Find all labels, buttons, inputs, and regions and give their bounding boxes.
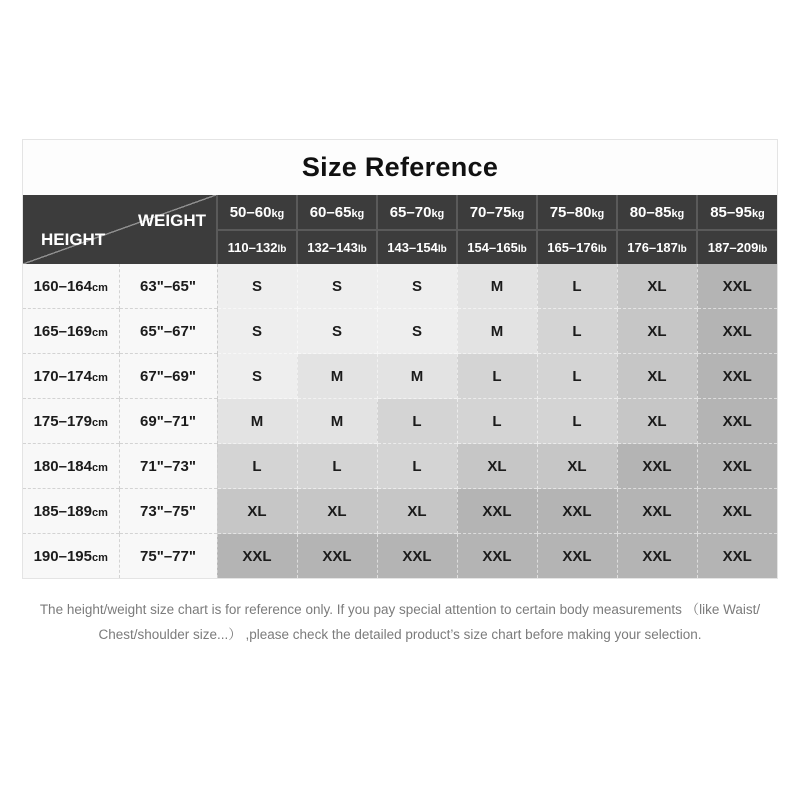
- lb-range: 154–165: [467, 240, 518, 255]
- size-value: S: [251, 367, 262, 385]
- size-cell: [617, 354, 697, 399]
- size-value: XL: [407, 502, 427, 520]
- size-value: S: [411, 277, 422, 295]
- size-value: XXL: [722, 367, 752, 385]
- size-cell: [457, 399, 537, 444]
- kg-range: 70–75: [469, 203, 512, 221]
- kg-unit: kg: [511, 207, 525, 220]
- cm-range: 165–169: [33, 322, 92, 340]
- size-cell: [617, 444, 697, 489]
- cm-unit: cm: [92, 416, 108, 429]
- lb-unit: lb: [517, 244, 527, 255]
- size-value: XL: [327, 502, 347, 520]
- cm-range: 190–195: [33, 547, 92, 565]
- size-value: XL: [647, 412, 667, 430]
- size-cell: [457, 264, 537, 309]
- size-cell: [537, 309, 617, 354]
- kg-unit: kg: [751, 207, 765, 220]
- cm-unit: cm: [92, 506, 108, 519]
- cm-unit: cm: [92, 281, 108, 294]
- size-cell: [617, 309, 697, 354]
- lb-range: 176–187: [627, 240, 678, 255]
- footer-line-2: Chest/shoulder size...） ,please check the detailed product’s size chart before making your selection.: [98, 627, 702, 642]
- footer-note: [0, 597, 800, 647]
- height-inch-cell: [119, 309, 217, 354]
- size-value: L: [412, 457, 422, 475]
- kg-range: 60–65: [309, 203, 352, 221]
- height-inch-cell: [119, 444, 217, 489]
- height-axis-label: HEIGHT: [41, 230, 106, 249]
- kg-range: 65–70: [389, 203, 432, 221]
- size-cell: [697, 489, 777, 534]
- weight-kg-header-cell: [457, 195, 537, 230]
- weight-kg-header-cell: [377, 195, 457, 230]
- size-value: S: [251, 277, 262, 295]
- height-cm-cell: [23, 354, 119, 399]
- weight-kg-header-cell: [297, 195, 377, 230]
- kg-unit: kg: [671, 207, 685, 220]
- size-cell: [457, 489, 537, 534]
- size-value: XXL: [722, 277, 752, 295]
- lb-unit: lb: [277, 244, 287, 255]
- size-value: XXL: [722, 457, 752, 475]
- lb-range: 187–209: [707, 240, 759, 255]
- kg-unit: kg: [351, 207, 365, 220]
- size-cell: [537, 534, 617, 579]
- size-value: M: [330, 412, 344, 430]
- height-inch-cell: [119, 354, 217, 399]
- height-inch-cell: [119, 264, 217, 309]
- cm-unit: cm: [92, 326, 108, 339]
- kg-unit: kg: [271, 207, 285, 220]
- kg-unit: kg: [431, 207, 445, 220]
- size-value: XL: [487, 457, 507, 475]
- table-row: [23, 534, 777, 579]
- cm-range: 185–189: [33, 502, 92, 520]
- weight-lb-header-cell: [697, 230, 777, 264]
- weight-axis-label: WEIGHT: [138, 211, 206, 230]
- size-cell: [617, 399, 697, 444]
- inch-range: 69"–71": [140, 412, 196, 430]
- table-row: [23, 444, 777, 489]
- size-value: S: [331, 277, 342, 295]
- size-cell: [377, 489, 457, 534]
- cm-unit: cm: [92, 371, 108, 384]
- kg-range: 75–80: [549, 203, 592, 221]
- inch-range: 75"–77": [140, 547, 196, 565]
- kg-range: 80–85: [629, 203, 672, 221]
- lb-range: 110–132: [227, 240, 278, 255]
- size-cell: [537, 489, 617, 534]
- size-value: M: [490, 277, 504, 295]
- size-value: XXL: [482, 502, 512, 520]
- size-cell: [217, 489, 297, 534]
- size-value: L: [332, 457, 342, 475]
- size-value: XXL: [642, 457, 672, 475]
- size-cell: [377, 264, 457, 309]
- size-value: XXL: [722, 322, 752, 340]
- size-cell: [217, 399, 297, 444]
- size-value: M: [330, 367, 344, 385]
- weight-lb-header-cell: [377, 230, 457, 264]
- size-cell: [697, 399, 777, 444]
- height-cm-cell: [23, 399, 119, 444]
- size-value: XXL: [402, 547, 432, 565]
- size-cell: [297, 534, 377, 579]
- size-value: S: [251, 322, 262, 340]
- size-value: L: [572, 412, 582, 430]
- size-cell: [697, 264, 777, 309]
- height-inch-cell: [119, 534, 217, 579]
- inch-range: 65"–67": [140, 322, 196, 340]
- size-table: [23, 195, 777, 578]
- size-value: XXL: [242, 547, 272, 565]
- inch-range: 67"–69": [140, 367, 196, 385]
- size-cell: [297, 444, 377, 489]
- size-cell: [617, 264, 697, 309]
- size-cell: [217, 534, 297, 579]
- table-body: [23, 264, 777, 578]
- size-cell: [297, 399, 377, 444]
- kg-unit: kg: [591, 207, 605, 220]
- size-cell: [697, 309, 777, 354]
- lb-unit: lb: [758, 244, 768, 255]
- size-value: L: [572, 277, 582, 295]
- height-inch-cell: [119, 399, 217, 444]
- size-value: XXL: [562, 502, 592, 520]
- size-value: XL: [647, 322, 667, 340]
- size-value: XXL: [722, 547, 752, 565]
- size-value: M: [410, 367, 424, 385]
- inch-range: 63"–65": [140, 277, 196, 295]
- height-cm-cell: [23, 264, 119, 309]
- size-cell: [297, 354, 377, 399]
- size-value: L: [412, 412, 422, 430]
- size-cell: [377, 534, 457, 579]
- size-value: XXL: [482, 547, 512, 565]
- weight-lb-header-cell: [217, 230, 297, 264]
- size-cell: [377, 444, 457, 489]
- size-cell: [537, 444, 617, 489]
- size-cell: [377, 309, 457, 354]
- cm-unit: cm: [92, 551, 108, 564]
- weight-kg-header-cell: [217, 195, 297, 230]
- inch-range: 71"–73": [140, 457, 196, 475]
- size-cell: [697, 354, 777, 399]
- size-cell: [217, 444, 297, 489]
- lb-unit: lb: [357, 244, 367, 255]
- size-value: XXL: [722, 502, 752, 520]
- kg-range: 50–60: [229, 203, 272, 221]
- lb-unit: lb: [597, 244, 607, 255]
- size-value: XL: [247, 502, 267, 520]
- size-cell: [297, 309, 377, 354]
- size-cell: [457, 444, 537, 489]
- size-value: L: [572, 367, 582, 385]
- weight-kg-header-cell: [537, 195, 617, 230]
- weight-kg-header-cell: [697, 195, 777, 230]
- cm-range: 170–174: [33, 367, 92, 385]
- size-value: L: [252, 457, 262, 475]
- table-header: [23, 195, 777, 264]
- size-cell: [617, 489, 697, 534]
- size-value: M: [490, 322, 504, 340]
- lb-unit: lb: [677, 244, 687, 255]
- size-value: L: [492, 367, 502, 385]
- size-cell: [537, 264, 617, 309]
- size-value: XL: [567, 457, 587, 475]
- size-value: XXL: [642, 547, 672, 565]
- size-value: S: [331, 322, 342, 340]
- size-cell: [217, 309, 297, 354]
- size-cell: [537, 354, 617, 399]
- size-value: XXL: [562, 547, 592, 565]
- weight-lb-header-cell: [457, 230, 537, 264]
- size-cell: [297, 264, 377, 309]
- size-cell: [457, 534, 537, 579]
- height-cm-cell: [23, 444, 119, 489]
- weight-lb-header-cell: [297, 230, 377, 264]
- size-value: XL: [647, 277, 667, 295]
- chart-title: Size Reference: [23, 140, 777, 195]
- table-row: [23, 399, 777, 444]
- size-value: XL: [647, 367, 667, 385]
- size-cell: [617, 534, 697, 579]
- table-row: [23, 489, 777, 534]
- cm-range: 180–184: [33, 457, 92, 475]
- size-value: S: [411, 322, 422, 340]
- cm-range: 175–179: [33, 412, 92, 430]
- table-row: [23, 264, 777, 309]
- size-value: XXL: [722, 412, 752, 430]
- size-cell: [217, 354, 297, 399]
- kg-range: 85–95: [710, 203, 752, 221]
- size-value: XXL: [642, 502, 672, 520]
- weight-lb-header-cell: [617, 230, 697, 264]
- height-inch-cell: [119, 489, 217, 534]
- weight-lb-header-cell: [537, 230, 617, 264]
- footer-line-1: The height/weight size chart is for reference only. If you pay special attention to certain body measurements （like Waist/: [39, 602, 761, 617]
- size-cell: [537, 399, 617, 444]
- size-value: L: [572, 322, 582, 340]
- weight-kg-header-cell: [617, 195, 697, 230]
- size-value: XXL: [322, 547, 352, 565]
- lb-unit: lb: [437, 244, 447, 255]
- height-cm-cell: [23, 534, 119, 579]
- lb-range: 132–143: [307, 240, 358, 255]
- cm-range: 160–164: [33, 277, 92, 295]
- lb-range: 165–176: [547, 240, 598, 255]
- size-cell: [377, 399, 457, 444]
- size-cell: [457, 354, 537, 399]
- size-cell: [297, 489, 377, 534]
- cm-unit: cm: [92, 461, 108, 474]
- lb-range: 143–154: [387, 240, 438, 255]
- height-cm-cell: [23, 309, 119, 354]
- size-cell: [217, 264, 297, 309]
- size-cell: [697, 444, 777, 489]
- size-chart-block: [22, 139, 778, 579]
- height-cm-cell: [23, 489, 119, 534]
- inch-range: 73"–75": [140, 502, 196, 520]
- table-row: [23, 354, 777, 399]
- size-value: M: [250, 412, 264, 430]
- size-cell: [377, 354, 457, 399]
- size-cell: [697, 534, 777, 579]
- size-value: L: [492, 412, 502, 430]
- size-cell: [457, 309, 537, 354]
- table-row: [23, 309, 777, 354]
- corner-header-cell: [23, 195, 217, 264]
